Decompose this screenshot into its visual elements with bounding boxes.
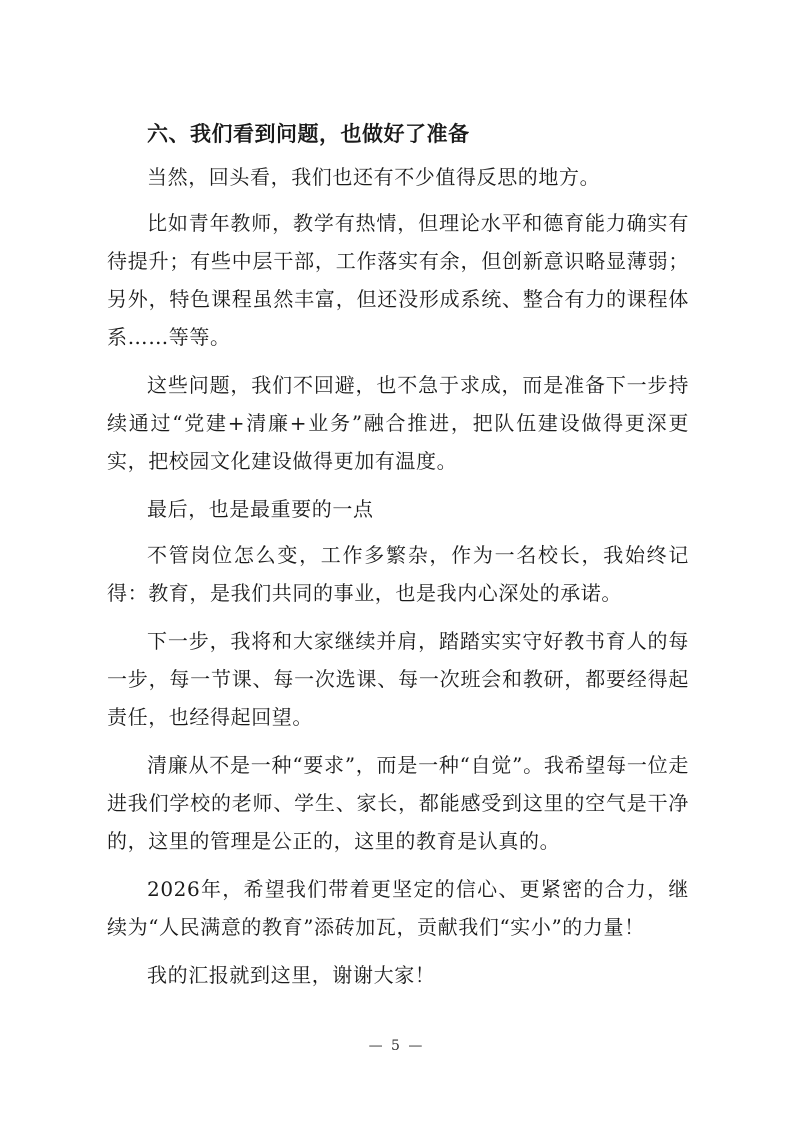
paragraph-most-important: 最后，也是最重要的一点 (147, 497, 374, 521)
paragraph-reflection: 当然，回头看，我们也还有不少值得反思的地方。 (147, 165, 601, 189)
paragraph-next-steps: 这些问题，我们不回避，也不急于求成，而是准备下一步持续通过“党建+清廉+业务”融合推进，把队伍建设做得更深更实，把校园文化建设做得更加有温度。 (107, 373, 689, 473)
page-number: — 5 — (368, 1038, 425, 1054)
paragraph-principal-commitment: 不管岗位怎么变，工作多繁杂，作为一名校长，我始终记得：教育，是我们共同的事业，也是我内心深处的承诺。 (107, 543, 689, 605)
section-heading: 六、我们看到问题，也做好了准备 (147, 122, 470, 146)
paragraph-shortcomings: 比如青年教师，教学有热情，但理论水平和德育能力确实有待提升；有些中层干部，工作落实有余，但创新意识略显薄弱；另外，特色课程虽然丰富，但还没形成系统、整合有力的课程体系……等等。 (107, 211, 689, 349)
paragraph-moving-forward: 下一步，我将和大家继续并肩，踏踏实实守好教书育人的每一步，每一节课、每一次选课、每一次班会和教研，都要经得起责任，也经得起回望。 (107, 629, 689, 729)
paragraph-2026-hope: 2026年，希望我们带着更坚定的信心、更紧密的合力，继续为“人民满意的教育”添砖加瓦，贡献我们“实小”的力量！ (107, 877, 689, 939)
document-body (107, 120, 689, 1004)
paragraph-integrity: 清廉从不是一种“要求”，而是一种“自觉”。我希望每一位走进我们学校的老师、学生、家长，都能感受到这里的空气是干净的，这里的管理是公正的，这里的教育是认真的。 (107, 753, 689, 853)
paragraph-closing: 我的汇报就到这里，谢谢大家！ (147, 963, 436, 987)
